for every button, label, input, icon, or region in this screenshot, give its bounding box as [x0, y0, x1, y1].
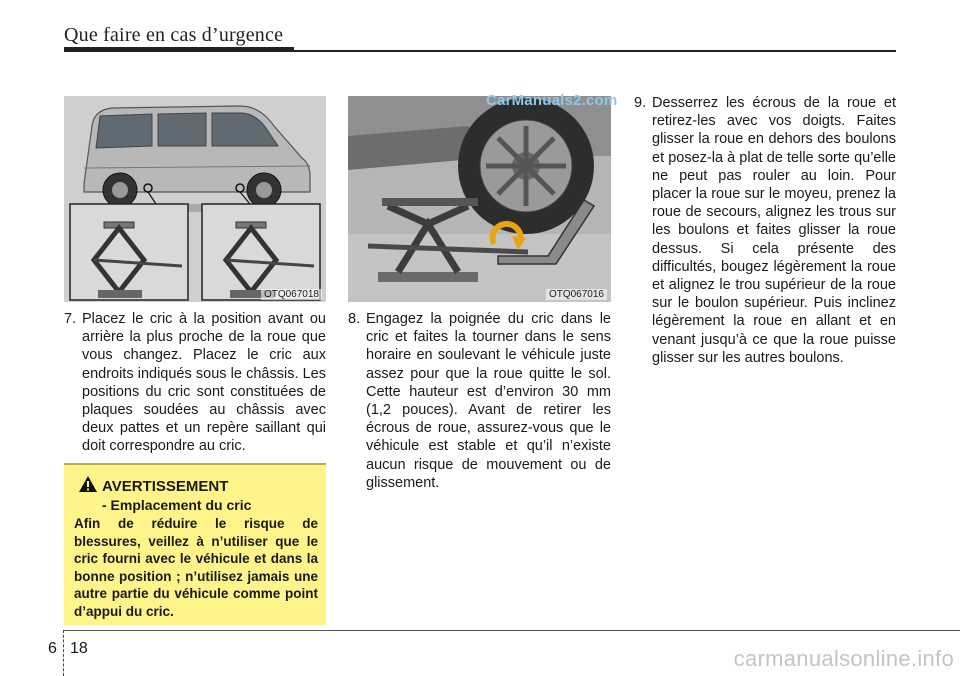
jack-handle-illustration [348, 96, 611, 302]
step-number: 9. [634, 95, 647, 111]
van-jack-points-drawing [64, 96, 326, 302]
footer-divider [63, 630, 64, 676]
step-text: Placez le cric à la position avant ou arrière la plus proche de la roue que vous changez. Placez le cric aux endroits indiqués sous le châssis. Les positions du cric sont constituées de plaques soudées au châssis avec deux pattes et un repère saillant qui doit correspondre au cric. [82, 311, 326, 455]
warning-text: Afin de réduire le risque de blessures, veillez à n’utiliser que le cric fourni avec le véhicule et dans la bonne position ; n’utilisez jamais une autre partie du véhicule comme point d’appui du cric. [74, 516, 318, 619]
step-text: Desserrez les écrous de la roue et retirez-les avec vos doigts. Faites glisser la roue en dehors des boulons et posez-la à plat de telle sorte qu’elle ne peut pas rouler au loin. Pour placer la roue sur le moyeu, prenez la roue de secours, alignez les trous sur les boulons et faites glisser la roue dessus. Si cela présente des difficultés, bougez légèrement la roue et alignez le trou supérieur de la roue sur le boulon supérieur. Puis inclinez légèrement la roue en allant et en venant jusqu’à ce que la roue puisse glisser sur les autres boulons. [652, 95, 896, 366]
watermark-link[interactable]: CarManuals2.com [486, 92, 618, 109]
footer-rule [64, 630, 960, 631]
header-rule-line [64, 50, 896, 52]
site-watermark[interactable]: carmanualsonline.info [733, 646, 954, 671]
step-text: Engagez la poignée du cric dans le cric et faites la tourner dans le sens horaire en soulevant le véhicule juste assez pour que la roue quitte le sol. Cette hauteur est d’environ 30 mm (1,2 pouces). Avant de retirer les écrous de roue, assurez-vous que le véhicule est stable et qu’il n’existe aucun risque de mouvement ou de glissement. [366, 311, 611, 491]
step-7 [64, 310, 326, 456]
jack-position-illustration [64, 96, 326, 302]
section-number: 6 [48, 640, 57, 657]
warning-icon [78, 475, 98, 493]
step-number: 8. [348, 311, 361, 327]
step-8 [348, 310, 611, 492]
page-number: 18 [70, 640, 88, 657]
step-number: 7. [64, 311, 77, 327]
figure-code: OTQ067018 [261, 289, 322, 300]
page-title: Que faire en cas d’urgence [64, 24, 284, 46]
jack-handle-drawing [348, 96, 611, 302]
figure-code: OTQ067016 [546, 289, 607, 300]
warning-title: AVERTISSEMENT [102, 478, 229, 495]
warning-subtitle: - Emplacement du cric [102, 497, 252, 513]
step-9 [634, 94, 896, 367]
warning-box [64, 463, 326, 625]
